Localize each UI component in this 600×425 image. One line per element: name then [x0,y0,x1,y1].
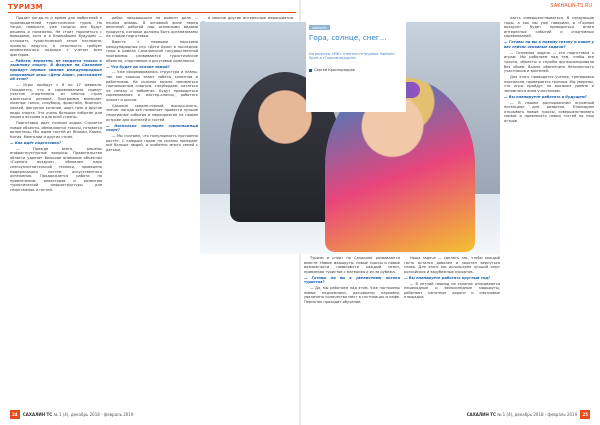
text-column-6 [504,16,594,406]
text-column-1 [10,16,102,396]
footer-right [467,410,592,419]
article-callout [306,22,406,112]
section-label: ТУРИЗМ [8,3,43,11]
footer-issue-left: № 1 (4), декабрь 2018 - февраль 2019 [53,412,134,417]
paragraph: — Уже сформировалась структура и планы, так как хорошо знают заботы клиентов и работников. На склонах можно заниматься горнолыжным спортом, сноубордом, кататься на санках и тюбингах. Будут проводиться соревнования и мастер-классы, работать прокат и школа. [106,70,198,102]
article-subtitle: На вопросы «ЕЖ» ответил сотрудник Sakhalin Sport в «Горном воздухе» [309,52,395,61]
paragraph: — Прежде всего, решены инфраструктурные вопросы. Правительство области уделяет большое внимание объектам «Горного воздуха», обновлен парк снегоуплотнительной техники, проведена модернизация систем искусственного оснежения. Продолжается работа по привлечению инвесторов и развитию туристической инфраструктуры для спортсменов и гостей. [10,146,102,192]
site-url: SAKHALIN-TS.RU [550,3,592,9]
interview-question: — Насколько популярен горнолыжный спорт? [106,123,198,133]
paragraph: — Мы считаем, что популярность постоянно растёт. С каждым годом на склоны приходит всё больше людей, и особенно много семей с детьми. [106,134,198,152]
paragraph: — Основная задача — это подготовка к играм. Мы работаем над тем, чтобы все трассы, объекты и службы функционировали без сбоев. Важно обеспечить безопасность участников и зрителей. [504,50,594,74]
page-number-right: 25 [582,412,588,417]
header-rule [8,12,296,13]
paragraph: Для этого проводятся учения, тренировки персонала, проверяется техника. Мы уверены, что игры пройдут на высоком уровне и запомнятся всем участникам. [504,75,594,93]
paragraph: и многие другие интересные мероприятия. [208,16,294,20]
text-column-2 [106,16,198,396]
interview-question: — Как идёт подготовка? [10,140,62,145]
footer-issue-right: № 1 (4), декабрь 2018 - февраль 2019 [497,412,578,417]
paragraph: — В нашем распоряжении огромный потенциал для развития. Планируем открывать новые трассы, совершенствовать сервис и привлекать новых гостей на наш остров. [504,100,594,124]
page-number-left: 24 [12,412,18,417]
paragraph: — Игры пройдут с 8 по 17 февраля. Ожидается, что в соревнованиях примут участие спортсмены из многих стран азиатского региона. Программа включает лыжные гонки, сноуборд, фристайл, биатлон, хоккей, фигурное катание, шорт-трек и другие виды спорта. Это очень большое событие для нашего острова и для всей страны. [10,83,102,120]
paragraph: Туризм и спорт на Сахалине развиваются вместе. Новые маршруты, новые трассы и новые возможности появляются каждый сезон, привлекая туристов с материка и из-за рубежа. [304,256,400,274]
paragraph: Наша задача — сделать так, чтобы каждый гость остался доволен и захотел вернуться снова. Для этого мы используем лучший опыт российских и зарубежных курортов. [404,256,500,274]
paragraph: Сахалин средне-горный, высоко-осень, значит погода всё позволяет провести лучшие спортивные события и мероприятия на нашем острове для жителей и гостей. [106,103,198,122]
interview-question: — Вы планируете работать круглый год? [404,275,491,280]
callout-tag: sakhalin [309,25,330,30]
article-author: Сергей Краснорядцев [309,68,405,72]
text-column-5 [404,256,500,406]
text-column-4 [304,256,400,406]
footer-left [8,410,133,419]
interview-question: — Работа, вероятно, не сводится только к лыжному спорту. В форуме на Сахалине пройдут первые зимние международные спортивные игры «Дети Азии», расскажите об этом? [10,58,102,82]
interview-question: — Что будет на склоне зимой? [106,64,170,69]
paragraph: Придет когда-то и время для любителей и производителей туристических туров. Но тогда, поверьте, уже поздно: все будут решены и налажены. Не стоит торопиться с выводами, хотя и в ближайшем будущем — отложить туристический сезон несложно, проекты ведутся, а сезонность требует внимательного подхода с учетом всех факторов. [10,16,102,57]
footer-brand-right: САХАЛИН ТС [466,412,496,417]
interview-question: — Готовы ли вы к увеличению потока туристов? [304,275,400,285]
paragraph: работ находящихся на момент дела — начала январь. В основной фазе перед весенней работой над основными видами продукта, которые должны быть организованы на стадии подготовки. [106,16,198,39]
paragraph: насть совершенствоваться. В следующие годы, а как мы уже говорили, в «Горном воздухе» будет проводиться много интересных событий и спортивных соревнований. [504,16,594,39]
article-title: Гора, солнце, снег... [309,33,387,42]
footer-brand-left: САХАЛИН ТС [22,412,53,417]
interview-question: — Готовы ли вы к новому сезону и какие у вас сейчас основные задачи? [504,40,594,50]
interview-question: — Вы планируете работать в будущем? [504,94,587,99]
paragraph: Подготовка идет полным ходом. Строятся новые объекты, обновляются трассы, готовятся волонтеры. Мы ждем гостей из Японии, Кореи, Китая, Монголии и других стран. [10,120,102,139]
paragraph: — В летний период на склонах открываются пешеходные и велосипедные маршруты, работают канатные дороги и смотровые площадки. [404,281,500,300]
paragraph: — Да, мы работаем над этим. Уже построены новые подъемники, расширены парковки, увеличено количество мест в гостиницах и кафе. Персонал проходит обучение. [304,286,400,305]
paragraph: Вместе с первыми поисками международных игр «Дети Азии» в последние годы в рамках Сахалинской государственной программы развиваются туристические объекты, спортивные и досуговые комплексы. [106,40,198,63]
